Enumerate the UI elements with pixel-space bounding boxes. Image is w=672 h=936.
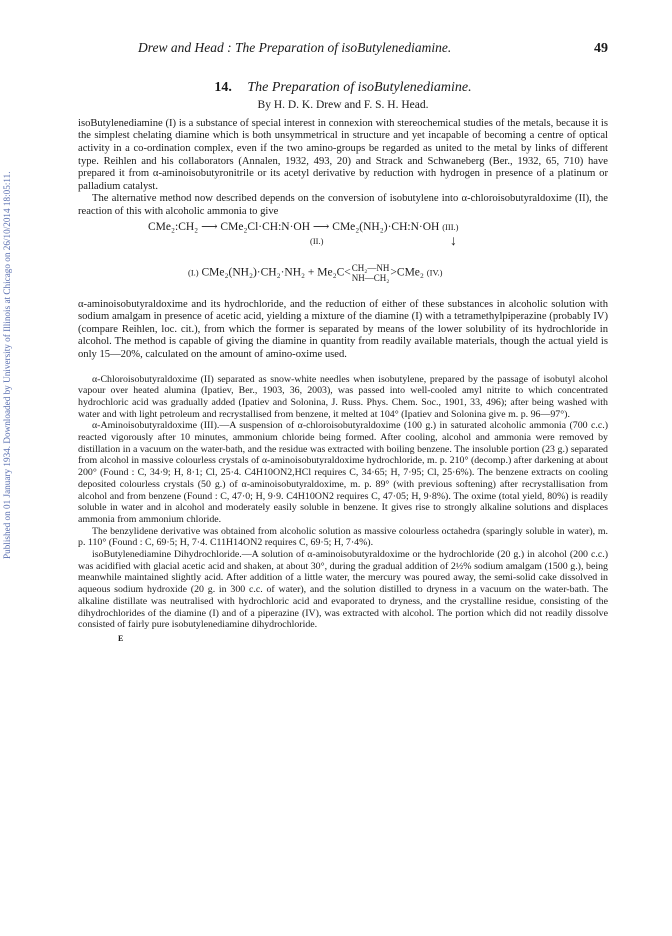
- running-title: Drew and Head : The Preparation of isoButylenediamine.: [138, 40, 452, 55]
- paragraph-amino-oxime: α-Aminoisobutyraldoxime (III).—A suspension of α-chloroisobutyraldoxime (100 g.) in saturated alcoholic ammonia (700 c.c.) reacted vigorously after 10 minutes, ammonium chloride being formed. After cooling, alcohol and ammonia were removed by distillation in a vacuum on the water-bath, and the residue was extracted with boiling benzene. The insoluble portion (23 g.) separated from alcohol in massive colourless crystals of α-aminoisobutyraldoxime hydrochloride, m. p. 210° (decomp.) after darkening at about 200° (Found : C, 34·9; H, 8·1; Cl, 25·4. C4H10ON2,HCl requires C, 34·65; H, 7·95; Cl, 25·6%). The benzene extracts on cooling deposited colourless crystals (50 g.) of α-aminoisobutyraldoxime, m. p. 89° (with previous softening) after recrystallisation from alcohol and from benzene (Found : C, 47·0; H, 9·9. C4H10ON2 requires C, 47·05; H, 9·8%). The oxime (total yield, 80%) is readily soluble in water and in alcohol and moderately easily soluble in benzene. It gives rise to strongly alkaline solutions and displaces ammonia from ammonium chloride.: [78, 420, 608, 525]
- article-title: [78, 79, 608, 95]
- scheme-label-iv: (IV.): [426, 267, 443, 278]
- scheme-label-ii: (II.): [310, 235, 324, 246]
- running-head: [78, 42, 608, 56]
- scheme-row-2: [188, 263, 442, 283]
- ring-bottom: NH—CH₂: [351, 272, 390, 283]
- scheme-label-i: (I.): [188, 267, 199, 278]
- paragraph-diamine-dihydrochloride: isoButylenediamine Dihydrochloride.—A solution of α-aminoisobutyraldoxime or the hydrochloride (20 g.) in alcohol (200 c.c.) was acidified with glacial acetic acid and shaken, at about 30°, during the gradual addition of 2½% sodium amalgam (1500 g.), being meanwhile maintained slightly acid. After addition of a little water, the mercury was poured away, the semi-solid cake dissolved in aqueous sodium hydroxide (20 g. in 300 c.c. of water), and the solution distilled to dryness in a vacuum on the water-bath. The alkaline distillate was neutralised with hydrochloric acid and evaporated to dryness, and the crystalline residue, consisting of the dihydrochlorides of the diamine (I) and of a piperazine (IV), was extracted with alcohol. The portion which did not readily dissolve consisted of fairly pure isobutylenediamine dihydrochloride.: [78, 549, 608, 631]
- ring-top: CH₂—NH: [351, 262, 390, 273]
- article-number: 14.: [214, 79, 232, 95]
- page-number: 49: [594, 41, 608, 56]
- download-notice: Published on 01 January 1934. Downloaded by University of Illinois at Chicago on 26/10/2014 18:05:11.: [2, 171, 12, 559]
- scheme-row1-text: CMe₂:CH₂ ⟶ CMe₂Cl·CH:N·OH ⟶ CMe₂(NH₂)·CH:N·OH: [148, 220, 440, 233]
- piperazine-ring: [352, 263, 390, 283]
- reaction-scheme: [78, 221, 608, 295]
- scheme-label-iii: (III.): [442, 221, 459, 232]
- signature-mark: E: [118, 633, 124, 643]
- scheme-row-1: [148, 221, 458, 234]
- article-title-text: The Preparation of isoButylenediamine.: [247, 79, 472, 95]
- paragraph-reduction: α-aminoisobutyraldoxime and its hydrochloride, and the reduction of either of these substances in alcoholic solution with sodium amalgam in presence of acetic acid, yielding a mixture of the diamine (I) with a tetramethylpiperazine (probably IV) (compare Reihlen, loc. cit.), from which the former is separated by means of the lower solubility of its hydrochloride in alcohol. The method is capable of giving the diamine in quantity from readily available materials, though the actual yield is only 15—20%, calculated on the amount of amino-oxime used.: [78, 298, 608, 360]
- scheme-row2-left: CMe₂(NH₂)·CH₂·NH₂ + Me₂C<: [201, 266, 351, 279]
- page: [78, 42, 608, 646]
- down-arrow-icon: ↓: [450, 233, 457, 249]
- paragraph-intro: isoButylenediamine (I) is a substance of special interest in connexion with stereochemical studies of the metals, because it is the simplest chelating diamine which is both unsymmetrical in structure and yet incapable of becoming a centre of optical activity in a co-ordination complex, even if the two amino-groups be regarded as united to the metal by links of different type. Reihlen and his collaborators (Annalen, 1932, 493, 20) and Strack and Schwaneberg (Ber., 1932, 65, 710) have prepared it from α-aminoisobutyronitrile or its acetyl derivative by reduction with hydrogen in presence of a platinum or palladium catalyst.: [78, 117, 608, 192]
- paragraph-chloro-oxime: α-Chloroisobutyraldoxime (II) separated as snow-white needles when isobutylene, prepared by the passage of isobutyl alcohol vapour over heated alumina (Ipatiev, Ber., 1903, 36, 2003), was passed into well-cooled amyl nitrite to which concentrated hydrochloric acid was gradually added (Ipatiev and Solonina, J. Russ. Phys. Chem. Soc., 1901, 33, 496); after being washed with water and with light petroleum and recrystallised from benzene, it melted at 104° (Ipatiev and Solonina give m. p. 96—97°).: [78, 373, 608, 420]
- scheme-row2-right: >CMe₂: [390, 266, 424, 279]
- article-authors: By H. D. K. Drew and F. S. H. Head.: [257, 99, 429, 112]
- paragraph-method: The alternative method now described depends on the conversion of isobutylene into α-chloroisobutyraldoxime (II), the reaction of this with alcoholic ammonia to give: [78, 193, 608, 217]
- paragraph-benzylidene: The benzylidene derivative was obtained from alcoholic solution as massive colourless octahedra (sparingly soluble in water), m. p. 110° (Found : C, 69·5; H, 7·4. C11H14ON2 requires C, 69·5; H, 7·4%).: [78, 525, 608, 549]
